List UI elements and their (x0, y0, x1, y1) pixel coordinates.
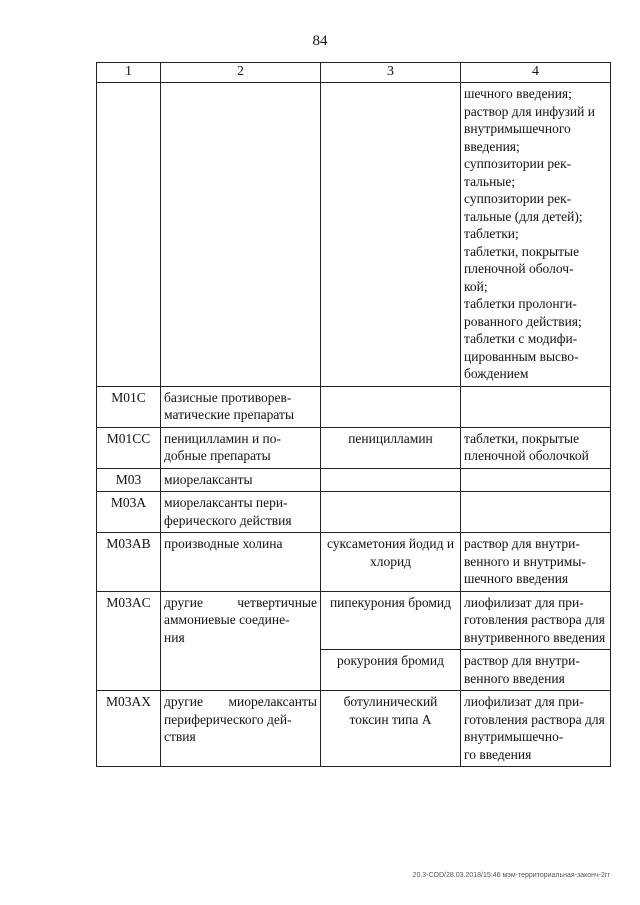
group-name-text: миорелаксанты пери- ферического действия (164, 495, 292, 528)
header-cell: 1 (97, 63, 161, 83)
dosage-form-cell (461, 591, 611, 650)
group-name-cell (161, 427, 321, 468)
table-row (97, 691, 611, 767)
substance-cell (321, 386, 461, 427)
dosage-form-cell (461, 468, 611, 492)
dosage-form-text: лиофилизат для при- готовления раствора для внутривенного введения (464, 594, 606, 645)
table-header-row (97, 63, 611, 83)
substance-cell: рокурония бромид (321, 650, 461, 691)
atc-code-cell: M03AB (97, 533, 161, 592)
group-name-cell: миорелаксанты (161, 468, 321, 492)
table-row (97, 468, 611, 492)
group-name-cell (161, 591, 321, 691)
dosage-form-cell (461, 650, 611, 691)
group-name-text: другие миорелаксанты периферического дей- ствия (164, 694, 317, 744)
substance-cell (321, 492, 461, 533)
group-name-cell (161, 691, 321, 767)
drug-table (96, 62, 611, 767)
header-cell: 3 (321, 63, 461, 83)
substance-cell: пеницилламин (321, 427, 461, 468)
table-row (97, 591, 611, 650)
dosage-form-cell (461, 83, 611, 387)
atc-code-cell: M03AX (97, 691, 161, 767)
substance-cell: ботулинический токсин типа А (321, 691, 461, 767)
document-footer-stamp: 20.3-COD/28.03.2018/15:46 мэм-территориальная-законч-2гг (412, 872, 610, 879)
atc-code-cell: M01CC (97, 427, 161, 468)
dosage-form-cell (461, 533, 611, 592)
page-number: 84 (312, 33, 328, 49)
dosage-form-text: раствор для внутри- венного введения (464, 653, 580, 686)
atc-code-cell: M03 (97, 468, 161, 492)
group-name-cell (161, 83, 321, 387)
group-name-cell: производные холина (161, 533, 321, 592)
group-name-cell (161, 386, 321, 427)
table-row (97, 386, 611, 427)
atc-code-cell: M01C (97, 386, 161, 427)
dosage-form-cell: таблетки, покрытые пленочной оболочкой (461, 427, 611, 468)
substance-cell: суксаметония йодид и хлорид (321, 533, 461, 592)
dosage-form-cell (461, 492, 611, 533)
group-name-text: базисные противорев- матические препараты (164, 389, 295, 422)
atc-code-cell (97, 83, 161, 387)
substance-cell (321, 83, 461, 387)
substance-cell: пипекурония бромид (321, 591, 461, 650)
header-cell: 4 (461, 63, 611, 83)
dosage-form-text: шечного введения; раствор для инфузий и внутримышечного введения; суппозитории рек- тальные; суппозитории рек- тальные (для детей); таблетки; таблетки, покрытые пленочной оболоч- кой; таблетки пролонги- рованного действия; таблетки с модифи- цированным высво- бождением (464, 86, 595, 381)
table-row (97, 492, 611, 533)
substance-cell (321, 468, 461, 492)
dosage-form-text: лиофилизат для при- готовления раствора для внутримышечно- го введения (464, 694, 605, 762)
group-name-text: другие четвертичные аммониевые соедине- ния (164, 594, 317, 645)
table-row (97, 83, 611, 387)
header-cell: 2 (161, 63, 321, 83)
dosage-form-cell (461, 691, 611, 767)
table-row (97, 533, 611, 592)
dosage-form-text: раствор для внутри- венного и внутримы- шечного введения (464, 536, 586, 586)
atc-code-cell: M03A (97, 492, 161, 533)
atc-code-cell: M03AC (97, 591, 161, 691)
table-row (97, 427, 611, 468)
dosage-form-cell (461, 386, 611, 427)
group-name-text: пеницилламин и по- добные препараты (164, 430, 282, 463)
group-name-cell (161, 492, 321, 533)
